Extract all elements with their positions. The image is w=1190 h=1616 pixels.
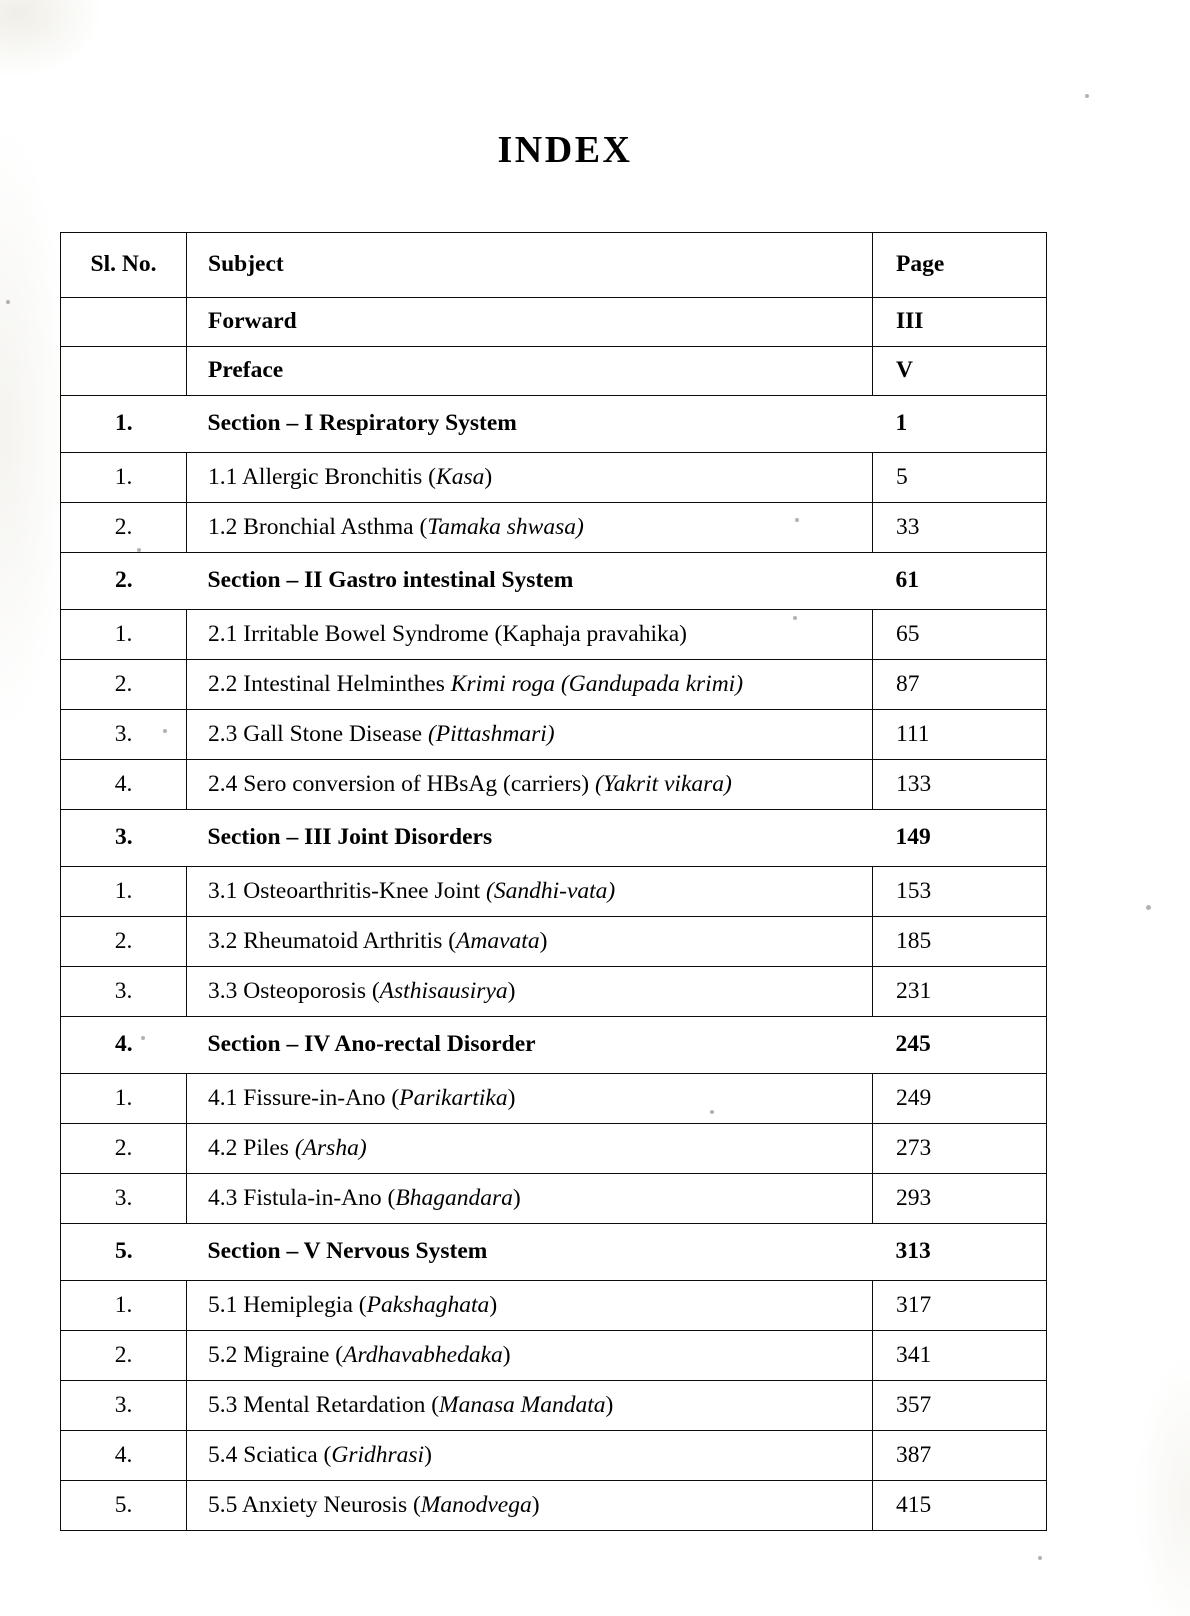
cell-page-number: 415 [873, 1481, 1047, 1531]
table-row [61, 660, 1047, 710]
index-table-container [60, 232, 1046, 1531]
table-header-row [61, 233, 1047, 298]
subject-text-tail: ) [605, 1391, 614, 1418]
cell-subject [187, 1281, 873, 1331]
subject-text: 5.1 Hemiplegia ( [208, 1291, 367, 1318]
table-row [61, 453, 1047, 503]
cell-page-number: 313 [873, 1224, 1047, 1281]
cell-subject [187, 867, 873, 917]
cell-subject [187, 660, 873, 710]
subject-sanskrit-term: Amavata [456, 927, 540, 954]
scan-speck [795, 518, 799, 522]
subject-sanskrit-term: Tamaka shwasa) [427, 513, 584, 540]
cell-sl-no: 2. [61, 917, 187, 967]
cell-sl-no: 1. [61, 1281, 187, 1331]
table-row [61, 503, 1047, 553]
cell-page-number: 273 [873, 1124, 1047, 1174]
subject-text: Section – IV Ano-rectal Disorder [207, 1031, 536, 1058]
cell-page-number: 153 [873, 867, 1047, 917]
table-row [61, 553, 1047, 610]
cell-sl-no: 2. [61, 660, 187, 710]
cell-page-number: 33 [873, 503, 1047, 553]
subject-text: 4.1 Fissure-in-Ano ( [208, 1084, 400, 1111]
subject-text: Section – II Gastro intestinal System [207, 567, 574, 594]
cell-sl-no: 2. [61, 1124, 187, 1174]
index-table-body [61, 233, 1047, 1531]
cell-sl-no: 4. [61, 1431, 187, 1481]
cell-sl-no: 3. [61, 1174, 187, 1224]
table-row [61, 1074, 1047, 1124]
cell-page-number: 317 [873, 1281, 1047, 1331]
cell-subject [187, 1224, 873, 1281]
cell-page-number: 133 [873, 760, 1047, 810]
subject-text-tail: ) [507, 1084, 516, 1111]
cell-page-number: 87 [873, 660, 1047, 710]
cell-sl-no: 4. [61, 1017, 187, 1074]
subject-sanskrit-term: Bhagandara [395, 1184, 513, 1211]
table-row [61, 1174, 1047, 1224]
cell-page-number: 341 [873, 1331, 1047, 1381]
table-row [61, 347, 1047, 396]
cell-page-number: 61 [873, 553, 1047, 610]
table-row [61, 710, 1047, 760]
subject-text-tail: ) [539, 927, 548, 954]
scan-speck [1085, 94, 1089, 98]
subject-sanskrit-term: Manasa Mandata [439, 1391, 606, 1418]
cell-page-number: 149 [873, 810, 1047, 867]
cell-subject [187, 453, 873, 503]
cell-page-number: 249 [873, 1074, 1047, 1124]
column-header-sl-no: Sl. No. [61, 233, 187, 298]
cell-page-number: 387 [873, 1431, 1047, 1481]
table-row [61, 810, 1047, 867]
cell-subject [187, 553, 873, 610]
table-row [61, 1331, 1047, 1381]
cell-sl-no [61, 298, 187, 347]
table-row [61, 1224, 1047, 1281]
subject-text: Section – III Joint Disorders [207, 824, 493, 851]
cell-subject [187, 396, 873, 453]
cell-subject [187, 1074, 873, 1124]
table-row [61, 610, 1047, 660]
subject-text: Section – V Nervous System [207, 1238, 488, 1265]
column-header-subject: Subject [187, 233, 873, 298]
cell-sl-no: 3. [61, 967, 187, 1017]
scan-speck [163, 729, 167, 733]
subject-text-tail: ) [502, 1341, 511, 1368]
cell-subject [187, 917, 873, 967]
cell-subject [187, 610, 873, 660]
cell-subject [187, 760, 873, 810]
cell-page-number: 5 [873, 453, 1047, 503]
cell-page-number: 65 [873, 610, 1047, 660]
subject-text-tail: ) [489, 1291, 498, 1318]
subject-text: Section – I Respiratory System [207, 410, 517, 437]
cell-page-number: 293 [873, 1174, 1047, 1224]
subject-text: 5.2 Migraine ( [208, 1341, 344, 1368]
subject-text: 2.1 Irritable Bowel Syndrome (Kaphaja pravahika) [208, 620, 687, 647]
subject-text: 3.1 Osteoarthritis-Knee Joint [208, 877, 487, 904]
cell-sl-no: 5. [61, 1481, 187, 1531]
cell-subject [187, 347, 873, 396]
subject-sanskrit-term: Pakshaghata [366, 1291, 490, 1318]
cell-sl-no [61, 347, 187, 396]
table-row [61, 967, 1047, 1017]
cell-sl-no: 2. [61, 553, 187, 610]
cell-subject [187, 810, 873, 867]
cell-sl-no: 1. [61, 1074, 187, 1124]
subject-text-tail: ) [424, 1441, 432, 1468]
subject-text-tail: ) [507, 977, 516, 1004]
subject-text: Forward [208, 308, 297, 335]
cell-sl-no: 1. [61, 396, 187, 453]
cell-sl-no: 1. [61, 610, 187, 660]
cell-subject [187, 710, 873, 760]
column-header-page: Page [873, 233, 1047, 298]
cell-sl-no: 3. [61, 810, 187, 867]
subject-text: 3.3 Osteoporosis ( [208, 977, 380, 1004]
table-row [61, 396, 1047, 453]
subject-text: 5.4 Sciatica ( [208, 1441, 332, 1468]
cell-subject [187, 503, 873, 553]
table-row [61, 1017, 1047, 1074]
subject-text: 1.2 Bronchial Asthma ( [208, 513, 428, 540]
cell-page-number: 357 [873, 1381, 1047, 1431]
cell-page-number: 231 [873, 967, 1047, 1017]
table-row [61, 298, 1047, 347]
subject-text-tail: ) [484, 463, 493, 490]
subject-sanskrit-term: Manodvega [420, 1491, 532, 1518]
scan-speck [6, 300, 10, 304]
subject-sanskrit-term: Gridhrasi [331, 1441, 425, 1468]
page-title: INDEX [497, 129, 633, 171]
cell-subject [187, 967, 873, 1017]
table-row [61, 1481, 1047, 1531]
subject-text: 2.2 Intestinal Helminthes [208, 670, 451, 697]
subject-text: Preface [208, 357, 284, 384]
subject-text: 2.4 Sero conversion of HBsAg (carriers) [208, 770, 595, 797]
subject-text: 1.1 Allergic Bronchitis ( [208, 463, 437, 490]
table-row [61, 867, 1047, 917]
cell-subject [187, 1017, 873, 1074]
scan-speck [137, 548, 141, 552]
cell-page-number: 245 [873, 1017, 1047, 1074]
subject-text: 5.3 Mental Retardation ( [208, 1391, 440, 1418]
subject-sanskrit-term: (Arsha) [294, 1134, 367, 1161]
table-row [61, 760, 1047, 810]
cell-sl-no: 2. [61, 1331, 187, 1381]
cell-page-number: 1 [873, 396, 1047, 453]
cell-sl-no: 3. [61, 1381, 187, 1431]
subject-sanskrit-term: (Sandhi-vata) [486, 877, 616, 904]
cell-sl-no: 5. [61, 1224, 187, 1281]
cell-page-number: 185 [873, 917, 1047, 967]
cell-sl-no: 1. [61, 867, 187, 917]
scan-speck [1038, 1556, 1042, 1560]
cell-sl-no: 1. [61, 453, 187, 503]
cell-page-number: V [873, 347, 1047, 396]
cell-page-number: 111 [873, 710, 1047, 760]
subject-sanskrit-term: Ardhavabhedaka [343, 1341, 503, 1368]
cell-subject [187, 1481, 873, 1531]
subject-sanskrit-term: Krimi roga (Gandupada krimi) [450, 670, 744, 697]
cell-subject [187, 1174, 873, 1224]
subject-sanskrit-term: (Pittashmari) [427, 720, 555, 747]
scan-speck [1146, 905, 1151, 910]
subject-sanskrit-term: Parikartika [399, 1084, 508, 1111]
scan-speck [793, 616, 797, 620]
cell-subject [187, 1431, 873, 1481]
subject-text: 5.5 Anxiety Neurosis ( [208, 1491, 421, 1518]
index-table [60, 232, 1047, 1531]
cell-subject [187, 1331, 873, 1381]
scan-speck [710, 1110, 714, 1114]
cell-sl-no: 3. [61, 710, 187, 760]
cell-subject [187, 1124, 873, 1174]
subject-sanskrit-term: Kasa [436, 463, 485, 490]
cell-sl-no: 4. [61, 760, 187, 810]
subject-text: 4.2 Piles [208, 1134, 295, 1161]
subject-text-tail: ) [531, 1491, 540, 1518]
table-row [61, 1281, 1047, 1331]
table-row [61, 1381, 1047, 1431]
subject-text: 3.2 Rheumatoid Arthritis ( [208, 927, 457, 954]
subject-sanskrit-term: (Yakrit vikara) [595, 770, 732, 797]
cell-sl-no: 2. [61, 503, 187, 553]
cell-page-number: III [873, 298, 1047, 347]
subject-text-tail: ) [512, 1184, 521, 1211]
table-row [61, 1431, 1047, 1481]
subject-sanskrit-term: Asthisausirya [379, 977, 508, 1004]
table-row [61, 917, 1047, 967]
scan-speck [141, 1036, 145, 1040]
table-row [61, 1124, 1047, 1174]
cell-subject [187, 1381, 873, 1431]
subject-text: 4.3 Fistula-in-Ano ( [208, 1184, 396, 1211]
subject-text: 2.3 Gall Stone Disease [208, 720, 428, 747]
cell-subject [187, 298, 873, 347]
